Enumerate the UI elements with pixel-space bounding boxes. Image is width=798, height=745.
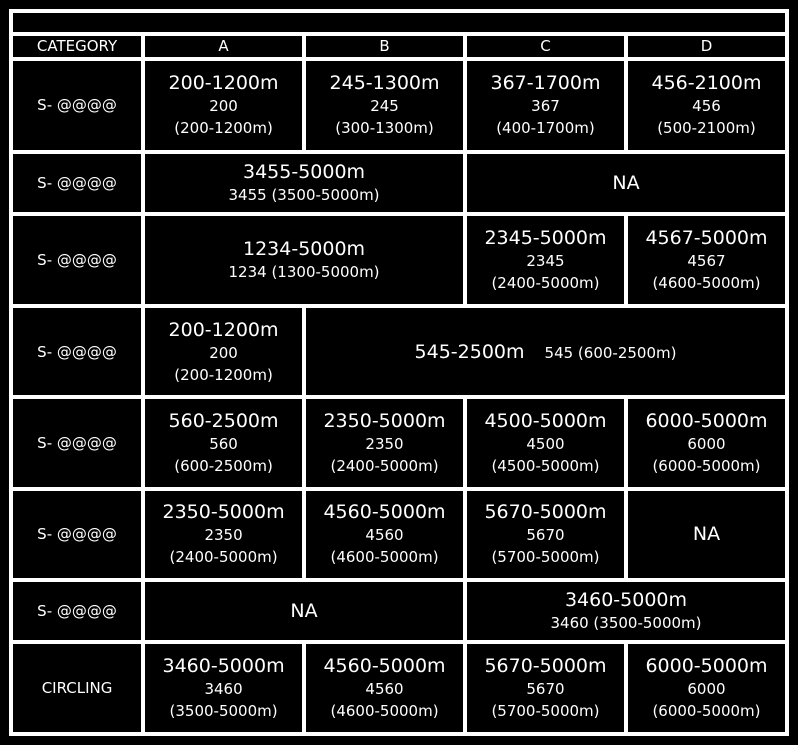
table-row: [13, 154, 785, 212]
minima-cell: [467, 216, 624, 303]
minima-cell: [467, 644, 624, 732]
header-row: [13, 36, 785, 57]
cell-main: 2350-5000m: [162, 501, 285, 524]
cell-main: 367-1700m: [490, 72, 601, 95]
cell-main: 5670-5000m: [484, 501, 607, 524]
cell-main: 4500-5000m: [484, 410, 607, 432]
cell-line3: (300-1300m): [335, 119, 434, 138]
minima-cell: [306, 399, 463, 486]
header-c: C: [467, 36, 624, 57]
table-row: [13, 61, 785, 151]
title-row: [13, 13, 785, 32]
cell-line2: 2345: [526, 252, 565, 271]
cell-main: 200-1200m: [168, 72, 279, 95]
minima-cell: [145, 154, 463, 212]
cell-line2: 4560: [365, 526, 404, 545]
cell-main: 4567-5000m: [645, 227, 768, 250]
cell-main: 3460-5000m: [162, 655, 285, 678]
cell-main: 456-2100m: [651, 72, 762, 95]
table-title: [13, 13, 785, 32]
row-category: CIRCLING: [13, 644, 141, 732]
cell-line3: (200-1200m): [174, 365, 273, 384]
minima-cell: [628, 216, 785, 303]
cell-line3: (4600-5000m): [330, 702, 439, 721]
cell-line3: (4600-5000m): [330, 548, 439, 567]
cell-line3: (3500-5000m): [169, 702, 278, 721]
row-category: S- @@@@: [13, 399, 141, 486]
cell-line3: (400-1700m): [496, 119, 595, 138]
cell-main: 4560-5000m: [323, 501, 446, 524]
cell-line2: 200: [209, 97, 238, 116]
cell-main: 545-2500m: [414, 340, 525, 363]
cell-line3: (2400-5000m): [330, 457, 439, 475]
cell-line2: 2350: [365, 435, 404, 453]
cell-line2: 3460: [204, 680, 243, 699]
minima-cell: [306, 491, 463, 578]
minima-cell: [145, 308, 302, 395]
cell-main: 2350-5000m: [323, 410, 446, 432]
minima-cell: [306, 61, 463, 151]
minima-cell: [145, 216, 463, 303]
row-category: S- @@@@: [13, 61, 141, 151]
cell-line2: 456: [692, 97, 721, 116]
na-cell: NA: [467, 154, 785, 212]
cell-main: 200-1200m: [168, 318, 279, 341]
row-category: S- @@@@: [13, 154, 141, 212]
cell-line3: (600-2500m): [174, 457, 273, 475]
cell-main: 5670-5000m: [484, 655, 607, 678]
cell-line2: 4567: [687, 252, 726, 271]
cell-main: 3460-5000m: [564, 589, 688, 612]
table-row: [13, 582, 785, 640]
na-cell: NA: [145, 582, 463, 640]
minima-cell: [467, 399, 624, 486]
cell-line2: 6000: [687, 680, 726, 699]
minima-cell: [628, 644, 785, 732]
cell-line2: 6000: [687, 435, 726, 453]
minima-cell: [145, 399, 302, 486]
cell-line3: (4600-5000m): [652, 274, 761, 293]
cell-line2: 5670: [526, 526, 565, 545]
cell-line3: (4500-5000m): [491, 457, 600, 475]
cell-main: 3455-5000m: [242, 161, 366, 184]
table-row: [13, 399, 785, 486]
header-a: A: [145, 36, 302, 57]
minima-cell: [306, 308, 785, 395]
table-row: [13, 308, 785, 395]
cell-line2: 4500: [526, 435, 565, 453]
cell-line3: (200-1200m): [174, 119, 273, 138]
cell-line2: 2350: [204, 526, 243, 545]
cell-line3: (5700-5000m): [491, 702, 600, 721]
cell-main: 560-2500m: [168, 410, 279, 432]
cell-main: 2345-5000m: [484, 227, 607, 250]
na-cell: NA: [628, 491, 785, 578]
cell-main: 4560-5000m: [323, 655, 446, 678]
cell-line2: 367: [531, 97, 560, 116]
cell-main: 6000-5000m: [645, 655, 768, 678]
table-row: [13, 644, 785, 732]
minima-cell: [628, 61, 785, 151]
row-category: S- @@@@: [13, 491, 141, 578]
cell-line3: (2400-5000m): [491, 274, 600, 293]
table-row: [13, 491, 785, 578]
header-b: B: [306, 36, 463, 57]
minima-cell: [467, 582, 785, 640]
row-category: S- @@@@: [13, 216, 141, 303]
cell-line2: 1234 (1300-5000m): [228, 263, 380, 282]
minima-cell: [628, 399, 785, 486]
minima-cell: [145, 644, 302, 732]
header-category: CATEGORY: [13, 36, 141, 57]
cell-line3: (2400-5000m): [169, 548, 278, 567]
cell-main: 245-1300m: [329, 72, 440, 95]
minima-cell: [467, 61, 624, 151]
minima-cell: [306, 644, 463, 732]
minima-cell: [145, 61, 302, 151]
cell-main: 1234-5000m: [242, 238, 366, 261]
cell-line2: 245: [370, 97, 399, 116]
header-d: D: [628, 36, 785, 57]
cell-line2: 3460 (3500-5000m): [550, 614, 702, 633]
cell-line3: (6000-5000m): [652, 457, 761, 475]
cell-line2: 4560: [365, 680, 404, 699]
cell-line3: (5700-5000m): [491, 548, 600, 567]
table-row: [13, 216, 785, 303]
cell-line3: (6000-5000m): [652, 702, 761, 721]
minima-cell: [467, 491, 624, 578]
row-category: S- @@@@: [13, 308, 141, 395]
cell-line2: 5670: [526, 680, 565, 699]
cell-line2: 200: [209, 343, 238, 362]
cell-line2: 545 (600-2500m): [544, 343, 677, 362]
minima-cell: [145, 491, 302, 578]
cell-line3: (500-2100m): [657, 119, 756, 138]
row-category: S- @@@@: [13, 582, 141, 640]
cell-line2: 560: [209, 435, 238, 453]
cell-main: 6000-5000m: [645, 410, 768, 432]
cell-line2: 3455 (3500-5000m): [228, 186, 380, 205]
minima-table: [9, 9, 789, 736]
